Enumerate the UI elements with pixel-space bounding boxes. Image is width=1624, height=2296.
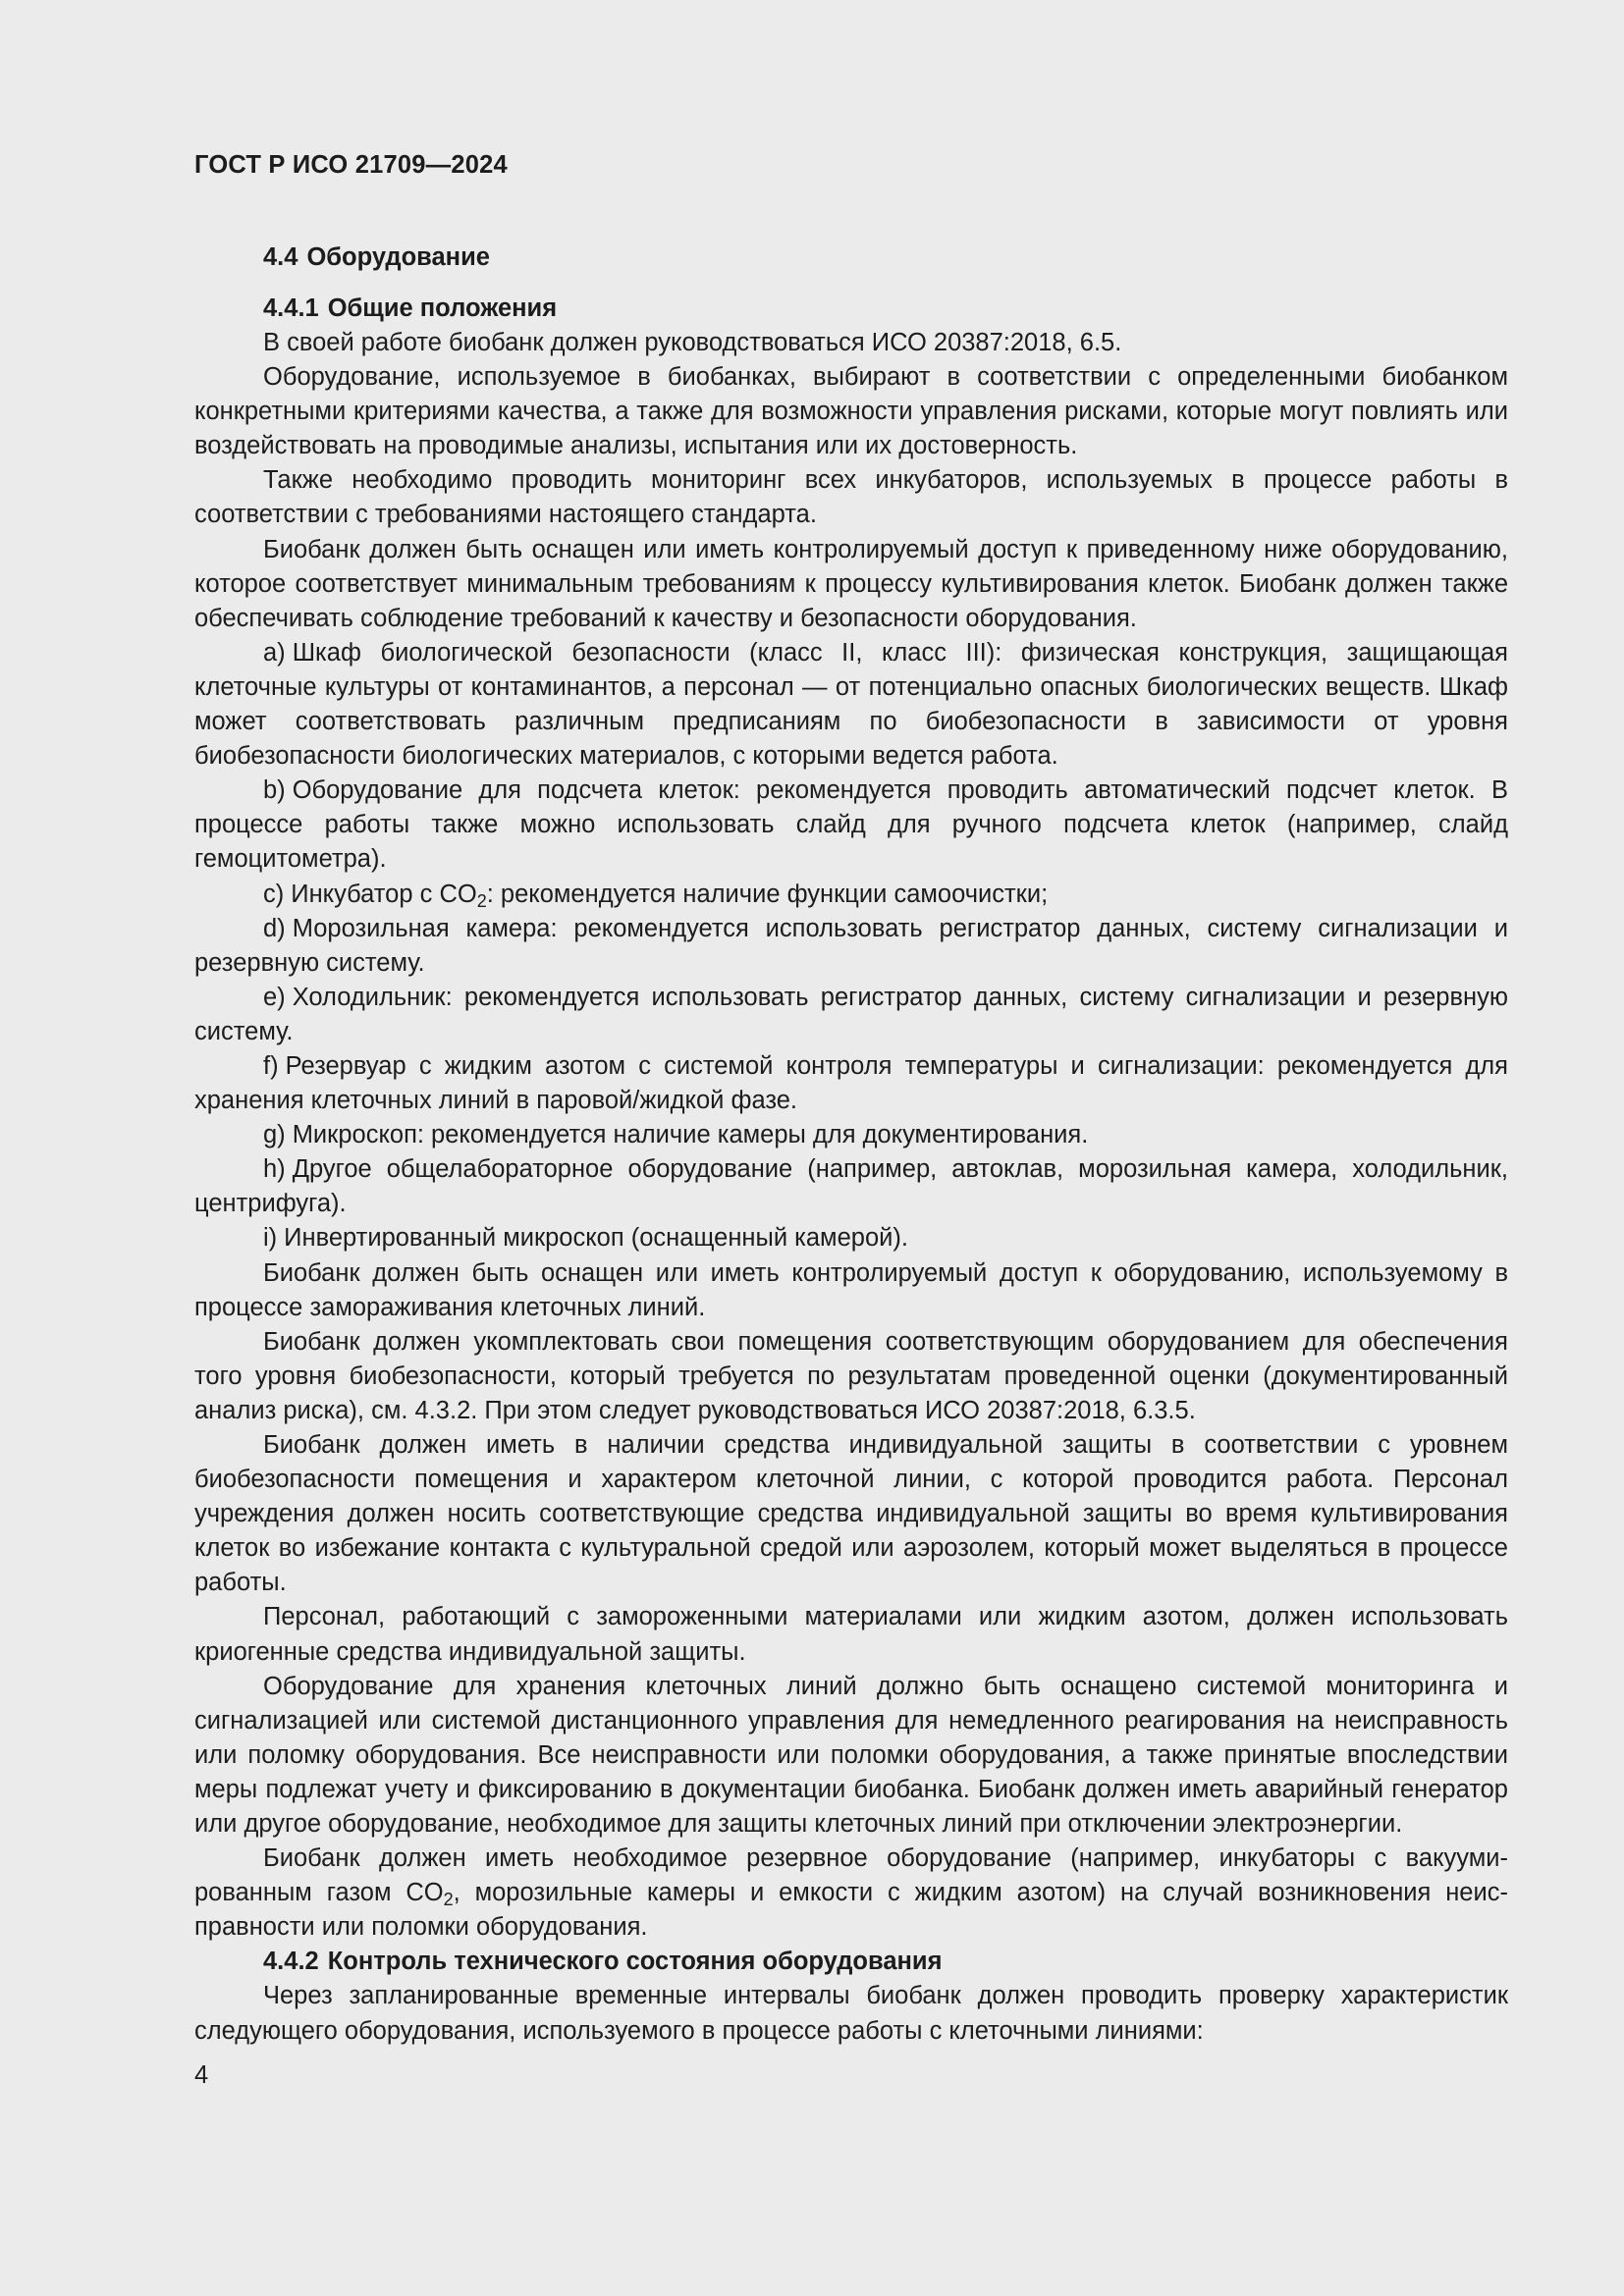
subsection-title: Общие положения (327, 294, 558, 322)
list-item-b (194, 774, 1508, 877)
list-text: : рекомендуется наличие функции самоочистки; (486, 880, 1049, 908)
document-header: ГОСТ Р ИСО 21709—2024 (194, 151, 508, 179)
list-text: Морозильная камера: рекомендуется использовать регистратор данных, систему сигнализации и резервную систему. (194, 914, 1508, 977)
list-text: Шкаф биологической безопасности (класс II, класс III): физическая конструкция, защищающая клеточные культуры от контаминантов, а персонал — от потенциально опасных биологических веществ. Шкаф может соответствовать различным предписаниям по биобезопасности в зависимости от уровня биобезопасности биологических материалов, с которыми ведется работа. (194, 638, 1508, 771)
list-text: Холодильник: рекомендуется использовать регистратор данных, систему сигнализации и резервную систему. (194, 983, 1508, 1045)
subsection-heading-maintenance (194, 1945, 1508, 1979)
list-item-h (194, 1152, 1508, 1221)
list-label: d) (263, 914, 286, 942)
list-item-i (194, 1221, 1508, 1255)
paragraph: Биобанк должен быть оснащен или иметь контролируемый доступ к оборудованию, используемому в процессе замораживания клеточных линий. (194, 1258, 1508, 1321)
paragraph: Оборудование, используемое в биобанках, выбирают в соответствии с определенными биобанком конкретными критериями качества, а также для возможности управления рисками, которые могут повлиять или воздействовать на проводимые анализы, испытания или их достоверность. (194, 363, 1508, 460)
list-item-d (194, 912, 1508, 981)
list-text: Микроскоп: рекомендуется наличие камеры для документирования. (292, 1121, 1089, 1149)
subsection-title: Контроль технического состояния оборудования (327, 1948, 943, 1976)
list-text: Инкубатор с CO (291, 880, 477, 908)
list-label: b) (263, 776, 286, 805)
list-item-e (194, 981, 1508, 1049)
paragraph: Персонал, работающий с замороженными материалами или жидким азотом, должен использовать криогенные средства индивидуальной защиты. (194, 1603, 1508, 1666)
paragraph: Биобанк должен иметь в наличии средства индивидуальной защиты в соответствии с уровнем биобезопасности помещения и характером клеточной линии, с которой проводится работа. Персонал учреждения должен носить соответствующие средства индивидуальной защиты во время культивирования клеток во избежание контакта с культуральной средой или аэрозолем, который может выделяться в процессе работы. (194, 1431, 1508, 1597)
list-label: g) (263, 1121, 286, 1149)
list-text: Инвертированный микроскоп (оснащенный камерой). (284, 1224, 908, 1253)
paragraph: В своей работе биобанк должен руководствоваться ИСО 20387:2018, 6.5. (263, 329, 1122, 356)
list-item-g (194, 1118, 1508, 1152)
paragraph-text: Биобанк должен иметь необходимое резервное оборудование (например, инкубаторы с вакуумированным газом CO (194, 1844, 1508, 1907)
section-number: 4.4 (263, 243, 298, 271)
list-text: Другое общелабораторное оборудование (например, автоклав, морозильная камера, холодильник, центрифуга). (194, 1155, 1508, 1218)
subscript: 2 (443, 1890, 454, 1910)
paragraph-text: , морозильные камеры и емкости с жидким азотом) на случай возникновения неисправности или поломки оборудования. (194, 1879, 1508, 1942)
paragraph: Через запланированные временные интервалы биобанк должен проводить проверку характеристик следующего оборудования, используемого в процессе работы с клеточными линиями: (194, 1982, 1508, 2045)
list-label: c) (263, 880, 285, 908)
subsection-number: 4.4.1 (263, 294, 319, 322)
document-page (194, 137, 1508, 2093)
list-item-c (194, 878, 1508, 912)
page-number: 4 (194, 2060, 209, 2089)
paragraph: Биобанк должен укомплектовать свои помещения соответствующим оборудованием для обеспечения того уровня биобезопасности, который требуется по результатам проведенной оценки (документированный анализ риска), см. 4.3.2. При этом следует руководствоваться ИСО 20387:2018, 6.3.5. (194, 1327, 1508, 1424)
list-item-a (194, 636, 1508, 774)
list-label: h) (263, 1155, 286, 1184)
paragraph (194, 1842, 1508, 1945)
paragraph: Также необходимо проводить мониторинг всех инкубаторов, используемых в процессе работы в соответствии с требованиями настоящего стандарта. (194, 466, 1508, 529)
subscript: 2 (476, 890, 487, 911)
section-title: Оборудование (306, 243, 490, 271)
list-label: f) (263, 1051, 279, 1080)
list-item-f (194, 1049, 1508, 1118)
section-heading (194, 240, 1508, 275)
subsection-heading-general (194, 292, 1508, 326)
paragraph: Биобанк должен быть оснащен или иметь контролируемый доступ к приведенному ниже оборудованию, которое соответствует минимальным требованиям к процессу культивирования клеток. Биобанк должен также обеспечивать соблюдение требований к качеству и безопасности оборудования. (194, 535, 1508, 632)
list-text: Оборудование для подсчета клеток: рекомендуется проводить автоматический подсчет клеток. В процессе работы также можно использовать слайд для ручного подсчета клеток (например, слайд гемоцитометра). (194, 776, 1508, 874)
subsection-number: 4.4.2 (263, 1948, 319, 1976)
list-label: i) (263, 1224, 278, 1253)
paragraph: Оборудование для хранения клеточных линий должно быть оснащено системой мониторинга и сигнализацией или системой дистанционного управления для немедленного реагирования на неисправность или поломку оборудования. Все неисправности или поломки оборудования, а также принятые впоследствии меры подлежат учету и фиксированию в документации биобанка. Биобанк должен иметь аварийный генератор или другое оборудование, необходимое для защиты клеточных линий при отключении электроэнергии. (194, 1672, 1508, 1839)
list-text: Резервуар с жидким азотом с системой контроля температуры и сигнализации: рекомендуется для хранения клеточных линий в паровой/жидкой фазе. (194, 1051, 1508, 1115)
list-label: e) (263, 983, 286, 1011)
list-label: a) (263, 638, 286, 667)
